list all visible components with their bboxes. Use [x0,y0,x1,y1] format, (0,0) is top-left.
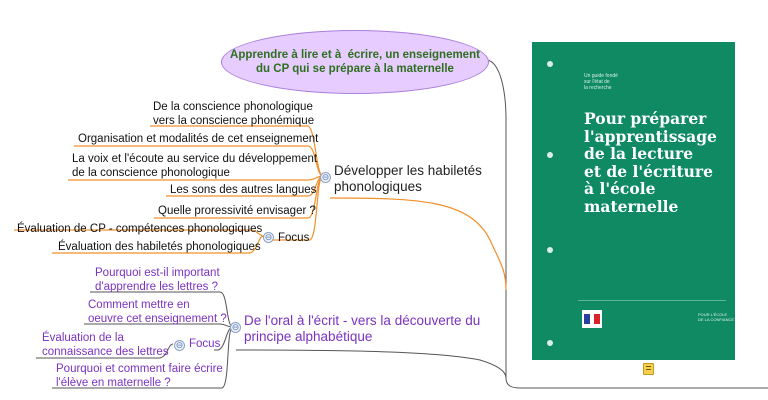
binder-hole [547,340,553,346]
topic-voix-ecoute[interactable]: La voix et l'écoute au service du développement de la conscience phonologique [72,153,318,179]
branch-habiletes-phonologiques[interactable]: Développer les habiletés phonologiques [334,163,482,194]
republique-francaise-logo [582,310,602,328]
focus-collapse-toggle[interactable]: ⊖ [264,232,273,242]
cover-divider [578,300,726,301]
note-icon[interactable] [643,363,654,375]
topic-comment-mettre-en-oeuvre[interactable]: Comment mettre en oeuvre cet enseignement ? [88,299,227,325]
topic-sons-autres-langues[interactable]: Les sons des autres langues [170,184,317,196]
binder-hole [547,152,553,158]
topic-pourquoi-ecrire[interactable]: Pourquoi et comment faire écrire l'élève en maternelle ? [56,363,223,389]
topic-pourquoi-lettres[interactable]: Pourquoi est-il important d'apprendre les lettres ? [95,267,220,293]
root-topic-label: Apprendre à lire et à écrire, un enseignement du CP qui se prépare à la maternelle [230,49,480,75]
cover-brand-text: POUR L'ÉCOLE DE LA CONFIANCE [698,312,735,322]
topic-organisation-modalites[interactable]: Organisation et modalités de cet enseignement [78,133,319,145]
branch-oral-ecrit[interactable]: De l'oral à l'écrit - vers la découverte du principe alphabétique [244,313,481,344]
branch1-collapse-toggle[interactable]: ⊖ [321,172,330,182]
focus-topic-phonologiques[interactable]: Focus [278,232,310,244]
cover-title: Pour préparer l'apprentissage de la lecture et de l'écriture à l'école maternelle [584,109,717,216]
cover-subtitle: Un guide fondé sur l'état de la recherche [584,73,618,91]
topic-evaluation-habiletes[interactable]: Évaluation des habiletés phonologiques [58,241,261,253]
topic-evaluation-cp[interactable]: Évaluation de CP - compétences phonologiques [17,223,263,235]
binder-hole [547,61,553,67]
branch2-collapse-toggle[interactable]: ⊖ [231,322,240,332]
topic-evaluation-lettres[interactable]: Évaluation de la connaissance des lettres [42,332,169,358]
topic-conscience-phonologique[interactable]: De la conscience phonologique vers la conscience phonémique [153,101,315,127]
focus-collapse-toggle-2[interactable]: ⊖ [175,340,184,350]
book-cover-image[interactable] [532,42,735,360]
topic-progressivite[interactable]: Quelle proressivité envisager ? [158,205,316,217]
focus-topic-lettres[interactable]: Focus [189,338,221,350]
root-topic[interactable] [221,30,489,94]
binder-hole [547,247,553,253]
